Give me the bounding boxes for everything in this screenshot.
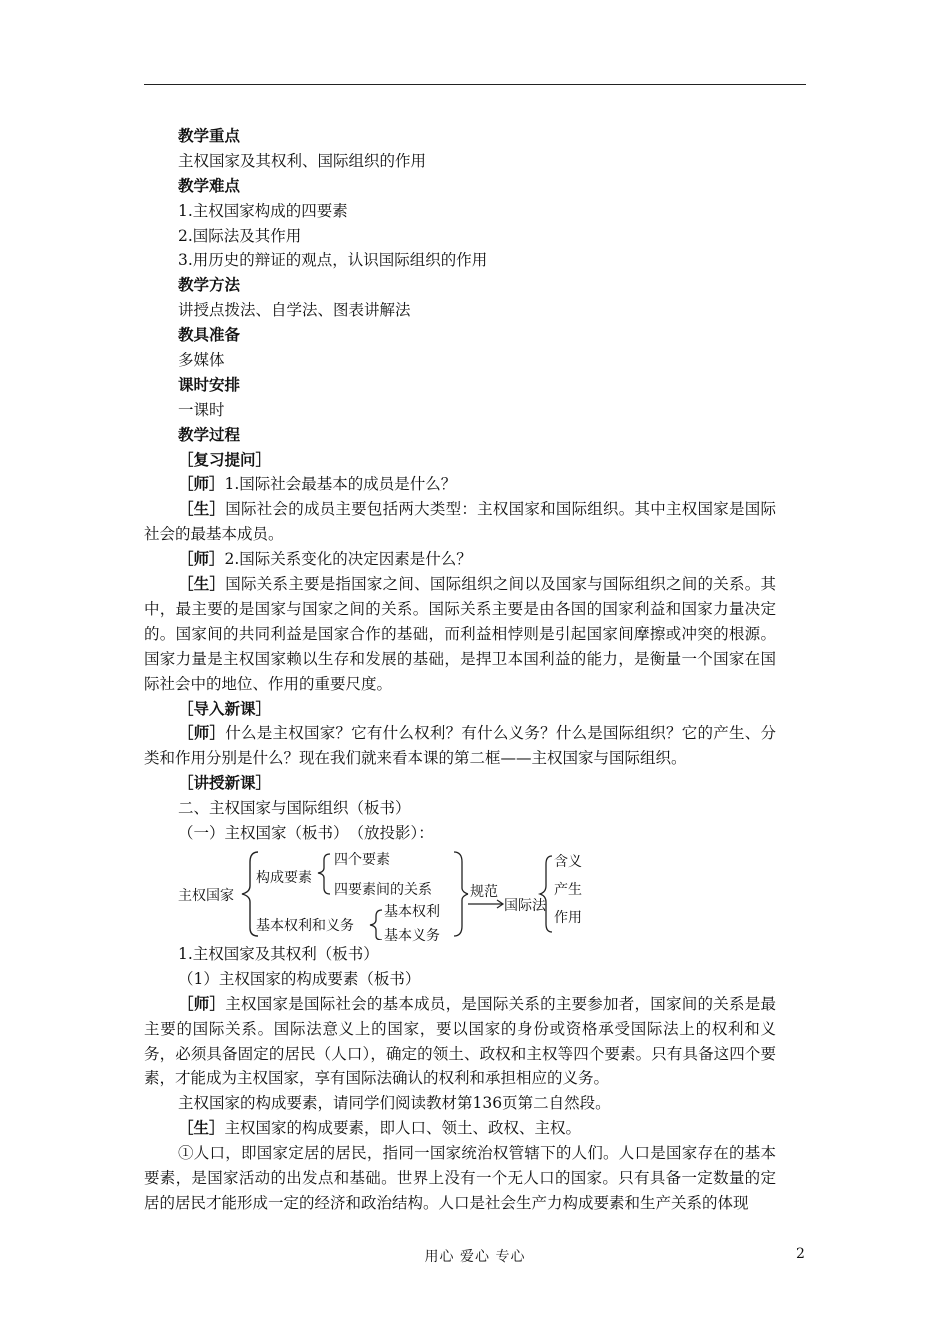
- teacher-tag: ［师］: [178, 474, 225, 494]
- review-a2: [144, 572, 776, 697]
- review-label: ［复习提问］: [178, 449, 272, 469]
- tools-heading: 教具准备: [178, 325, 241, 345]
- intro-paragraph: [144, 721, 776, 771]
- diagram-target: 国际法: [504, 897, 546, 914]
- diagram-target-function: 作用: [554, 909, 582, 926]
- review-q1-text: 1.国际社会最基本的成员是什么？: [224, 475, 457, 494]
- part1-teacher-text: 主权国家是国际社会的基本成员，是国际关系的主要参加者，国家间的关系是最主要的国际关系。国际法意义上的国家，要以国家的身份或资格承受国际法上的权利和义务，必须具备固定的居民（人口），确定的领土、政权和主权等四个要素。只有具备这四个要素，才能成为主权国家，享有国际法确认的权利和承担相应的义务。: [144, 994, 776, 1088]
- diagram-root: 主权国家: [178, 887, 234, 904]
- process-heading: 教学过程: [178, 424, 241, 444]
- key-points-text: 主权国家及其权利、国际组织的作用: [178, 151, 427, 170]
- population-paragraph: ①人口，即国家定居的居民，指同一国家统治权管辖下的人们。人口是国家存在的基本要素，是国家活动的出发点和基础。世界上没有一个无人口的国家。只有具备一定数量的定居的居民才能形成一定的经济和政治结构。人口是社会生产力构成要素和生产关系的体现: [144, 1144, 776, 1212]
- methods-heading: 教学方法: [178, 275, 241, 295]
- difficulty-item: 2.国际法及其作用: [178, 226, 302, 245]
- review-a1: [144, 497, 776, 547]
- diagram-basic-rights: 基本权利: [384, 903, 440, 920]
- lecture-label: ［讲授新课］: [178, 773, 272, 793]
- part1-subtitle: （1）主权国家的构成要素（板书）: [178, 969, 421, 988]
- methods-text: 讲授点拨法、自学法、图表讲解法: [178, 301, 411, 320]
- part1-title: 1.主权国家及其权利（板书）: [178, 944, 379, 963]
- diagram-branch-composition: 构成要素: [256, 869, 312, 886]
- page-number: 2: [796, 1246, 805, 1262]
- student-tag: ［生］: [178, 499, 226, 519]
- review-a2-text: 国际关系主要是指国家之间、国际组织之间以及国家与国际组织之间的关系。其中，最主要的是国家与国家之间的关系。国际关系主要是由各国的国家利益和国家力量决定的。国家间的共同利益是国家合作的基础，而利益相悖则是引起国家间摩擦或冲突的根源。国家力量是主权国家赖以生存和发展的基础，是捍卫本国利益的能力，是衡量一个国家在国际社会中的地位、作用的重要尺度。: [144, 575, 776, 693]
- difficulties-heading: 教学难点: [178, 175, 241, 195]
- intro-label: ［导入新课］: [178, 698, 272, 718]
- difficulty-item: 1.主权国家构成的四要素: [178, 201, 348, 220]
- teacher-tag: ［师］: [178, 549, 225, 569]
- review-q2-text: 2.国际关系变化的决定因素是什么？: [224, 550, 472, 569]
- reading-instruction: 主权国家的构成要素，请同学们阅读教材第136页第二自然段。: [178, 1094, 611, 1113]
- key-points-heading: 教学重点: [178, 126, 241, 145]
- review-q1: [178, 472, 810, 497]
- diagram-four-elements: 四个要素: [334, 851, 390, 868]
- schedule-text: 一课时: [178, 400, 225, 419]
- difficulty-item: 3.用历史的辩证的观点，认识国际组织的作用: [178, 251, 488, 270]
- diagram-target-meaning: 含义: [554, 853, 582, 870]
- footer-motto: 用心 爱心 专心: [424, 1249, 526, 1265]
- part1-teacher-paragraph: [144, 992, 776, 1092]
- schedule-heading: 课时安排: [178, 374, 241, 394]
- header-rule: [144, 84, 806, 85]
- intro-text: 什么是主权国家？它有什么权利？有什么义务？什么是国际组织？它的产生、分类和作用分别是什么？现在我们就来看本课的第二框——主权国家与国际组织。: [144, 724, 776, 768]
- review-a1-text: 国际社会的成员主要包括两大类型：主权国家和国际组织。其中主权国家是国际社会的最基本成员。: [144, 500, 776, 544]
- part1-student-text: 主权国家的构成要素，即人口、领土、政权、主权。: [224, 1119, 582, 1138]
- student-tag: ［生］: [178, 574, 226, 594]
- subsection-title: （一）主权国家（板书） （放投影）：: [178, 824, 434, 843]
- teacher-tag: ［师］: [178, 993, 226, 1013]
- sovereign-state-diagram: [178, 848, 810, 944]
- diagram-target-origin: 产生: [554, 881, 582, 898]
- diagram-element-relations: 四要素间的关系: [334, 881, 432, 898]
- document-body: [144, 124, 810, 1216]
- teacher-tag: ［师］: [178, 723, 226, 743]
- diagram-branch-rights-duties: 基本权利和义务: [256, 917, 354, 934]
- diagram-link-label: 规范: [470, 883, 498, 900]
- student-tag: ［生］: [178, 1118, 225, 1138]
- diagram-basic-duties: 基本义务: [384, 927, 440, 944]
- part1-student-answer: [178, 1116, 810, 1141]
- review-q2: [178, 547, 810, 572]
- tools-text: 多媒体: [178, 351, 225, 370]
- section-title: 二、主权国家与国际组织（板书）: [178, 799, 411, 818]
